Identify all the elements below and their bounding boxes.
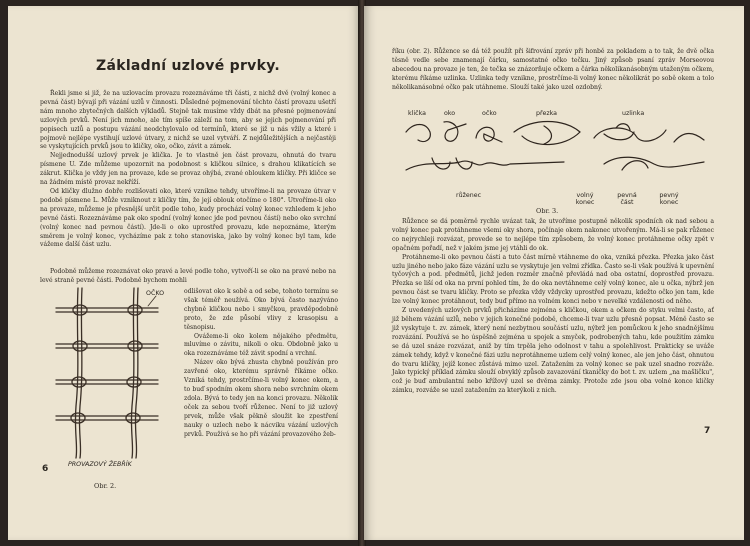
- paragraph: Název oko bývá zhusta chybně používán pro zavřené oko, kterému správně říkáme očko. Vzniká tehdy, prostrčíme-li volný konec okem, a to buď spodním okem shora nebo svrchním okem zdola. Bývá to tedy jen na konci provazu. Několik oček za sebou tvoří růženec. Není to již uzlový prvek, může však pěkně sloužit ke zpestření nauky o uzlech nebo k nácviku vázání uzlových prvků. Používá se ho při vázání provazového žeb-: [184, 359, 338, 438]
- paragraph: odlišovat oko k sobě a od sebe, tohoto termínu se však téměř neužívá. Oko bývá často nazýváno chybně kličkou nebo i smyčkou, pravděpodobně proto, že zde působí vlivy z krasopisu a těsnopisu.: [184, 288, 338, 331]
- right-text-bottom: [392, 218, 714, 396]
- right-text-top: [392, 48, 714, 93]
- page-number-right: 7: [704, 426, 711, 436]
- page-number-left: 6: [42, 464, 49, 474]
- fig3-label-volny-konec: volný konec: [575, 192, 595, 206]
- chapter-title: Základní uzlové prvky.: [96, 58, 280, 74]
- fig3-label-pevny-konec: pevný konec: [659, 192, 679, 206]
- fig3-label-ocko: očko: [482, 110, 497, 117]
- rope-ladder-illustration: [38, 286, 178, 461]
- paragraph: Protáhneme-li oko pevnou části a tuto část mírně vtáhneme do oka, vzniká přezka. Přezka jako část uzlu jiného nebo jako fáze vázání uzlu se vyskytuje jen velmi zřídka. Často se-li však používá k upevnění tyčových a pod. předmětů, jichž jeden rozměr značně převládá nad oba ostatní, doprostřed provazu. Přezka se liší od oka na první pohled tím, že do oka nevtáhneme celý volný konec, ale u očka, nýbrž jen pevnou část se tvaru kličky. Proto se přezka vždy vždycky uprostřed provazu, kdežto očko jen tam, kde lze volný konec protáhnout, tedy buď přímo na volném konci nebo v nevelké vzdálenosti od něho.: [392, 253, 714, 306]
- left-page: [8, 6, 360, 540]
- paragraph: Podobně můžeme rozeznávat oko pravé a levé podle toho, vytvoří-li se oko na pravé nebo na levé straně pevné části. Podobně bychom mohli: [40, 268, 336, 284]
- fig3-label-ruzenec: růženec: [456, 192, 482, 199]
- paragraph: Od kličky dlužno dobře rozlišovati oko, které vznikne tehdy, utvoříme-li na provaze útvar v podobě písmene L. Může vzniknout z kličky tím, že její oblouk otočíme o 180°. Utvoříme-li oko na provaze, můžeme je přesnější určit podle toho, kudy prochází volný konec vzhledem k jeho pevné části. Rozeznáváme pak oko spodní (volný konec jde pod pevnou částí) nebo oko svrchní (volný konec nad pevnou částí). Jde-li o oko uprostřed provazu, kde nepoznáme, kterým směrem je volný konec, vycházíme pak z toho stanoviska, jako by volný konec byl tam, kde vážeme další část uzlu.: [40, 187, 336, 249]
- right-page: [364, 6, 744, 540]
- rung: [56, 377, 158, 387]
- paragraph: Ovážeme-li oko kolem nějakého předmětu, mluvíme o závitu, nikoli o oku. Obdobně jako u oka rozeznáváme též závit spodní a vrchní.: [184, 332, 338, 358]
- fig3-label-prezka: přezka: [536, 110, 558, 117]
- paragraph: Růžence se dá poměrně rychle uvázat tak, že utvoříme postupně několik spodních ok nad sebou a volný konec pak protáhneme všemi oky shora, počínaje okem nakonec utvořeným. Má-li se pak růženec co nejrychleji rozvázat, provede se to nejlépe tím způsobem, že volný konec protáhneme očky zpět v opačném pořadí, než v jakém jsme jej vtáhli do ok.: [392, 218, 714, 252]
- rung: [56, 341, 158, 351]
- fig2-caption-ladder: PROVAZOVÝ ŽEBŘÍK: [68, 461, 132, 468]
- fig3-label-oko: oko: [444, 110, 456, 117]
- left-text-mid: [40, 268, 336, 286]
- knot-elements-illustration: [404, 118, 714, 188]
- fig3-label-klicka: klička: [408, 110, 427, 117]
- paragraph: říku (obr. 2). Růžence se dá též použít při šifrování zpráv při honbě za pokladem a to tak, že dvě očka těsně vedle sebe znamenají čárku, samostatné očko tečku. Jiný způsob psaní zpráv Morseovou abecedou na provaze je ten, že tečka se znázorňuje očkem a čárka několikanásobným utaženým očkem, kterému říkáme uzlinka. Uzlinka tedy vznikne, prostrčíme-li volný konec několikrát po sobě okem a tolo několikanásobné očko pak utáhneme. Slouží také jako uzel ozdobný.: [392, 48, 714, 91]
- left-text-top: [40, 90, 336, 250]
- left-text-right-column: [184, 288, 338, 439]
- fig3-number: Obr. 3.: [536, 207, 559, 215]
- rung: [56, 305, 158, 315]
- fig2-label-ocko: OČKO: [146, 290, 165, 297]
- paragraph: Řekli jsme si již, že na uzlovacím provazu rozeznáváme tři části, z nichž dvě (volný konec a pevná část) bývají při vázání uzlů v činnosti. Důsledné pojmenování těchto částí provazu ušetří nám mnoho zbytečných dalších výkladů. Stejně tak musíme vždy dbát na přesné pojmenování uzlových prvků. Není jich mnoho, ale tím spíše záleží na tom, aby se jejich pojmenování při popisech uzlů a postupu vázání neodchylovalo od termínů, které se již u nás vžily a které i pojmově nejlépe vystihují uzlové útvary, z nichž se uzel vytváří. Z nejdůležitějších a nejčastěji se vyskytujících prvků jsou to kličky, oko, očko, závit a zámek.: [40, 90, 336, 151]
- fig3-label-pevna-cast: pevná část: [617, 192, 637, 206]
- rung: [56, 413, 158, 423]
- fig3-label-uzlinka: uzlinka: [622, 110, 645, 117]
- paragraph: Z uvedených uzlových prvků přicházíme zejména s kličkou, okem a očkem do styku velmi často, ať již během vázání uzlů, nebo v jejich konečné podobě, chceme-li tvar uzlu přesně popsat. Méně často se již vyskytuje t. zv. zámek, který není nezbytnou součástí uzlu, nýbrž jen pomůckou k jeho snadnějšímu rozvázání. Používá se ho úspěšně zejména u spojek a smyček, podrobených tahu, kde použitím zámku se dá uzel snáze rozvázat, aniž by tím trpěla jeho odolnost v tahu a spolehlivost. Prakticky se uváže zámek tehdy, když v konečné fázi uzlu neprotáhneme uzlem celý volný konec, ale jen jeho část, ohnutou do tvaru kličky, jejíž konec zůstává mimo uzel. Zatažením za volný konec se pak uzel snadno rozváže. Jako typický příklad zámku slouží obvyklý způsob zavazování tkaničky do bot t. zv. uzlem „na mašličku", což je buď ambulantní nebo křížový uzel se dvěma zámky. Protože zde jsou oba volné konce kličky zámku, rozváže se uzel zatažením za kterýkoli z nich.: [392, 307, 714, 395]
- paragraph: Nejjednodušší uzlový prvek je klička. Je to vlastně jen část provazu, ohnutá do tvaru písmene U. Zde můžeme upozornit na podobnost s kličkou silnice, s drahou klikatících se zákrut. Klička je vždy jen na provaze, kde se provaz ohýbá, zvané obloukem kličky. Při kličce se na žádném místě provaz nekříží.: [40, 152, 336, 187]
- fig2-number: Obr. 2.: [94, 482, 117, 490]
